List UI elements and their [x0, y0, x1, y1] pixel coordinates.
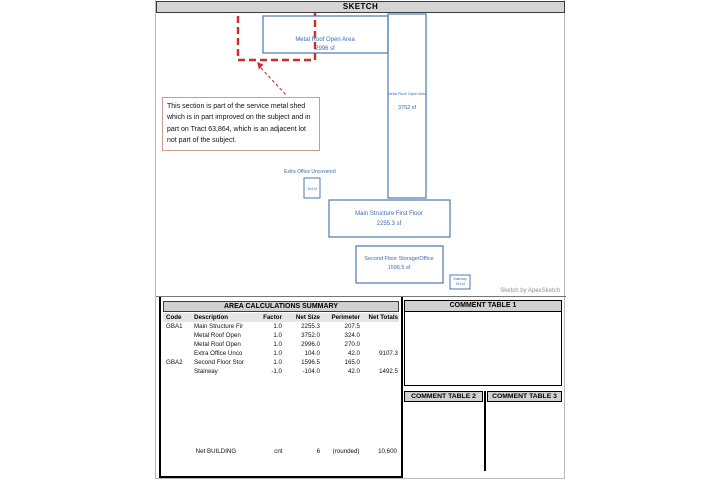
comment-table-1-header: COMMENT TABLE 1 [405, 301, 561, 312]
col-header-factor: Factor [263, 314, 282, 321]
table-row: Extra Office Unco 1.0 104.0 42.0 9107.3 [194, 350, 398, 357]
annotation-leader-line [261, 68, 287, 96]
apexsketch-credit: Sketch by ApexSketch [500, 288, 560, 294]
area-label: Extra Office Uncovered [284, 169, 336, 175]
area-label: Main Structure First Floor [355, 211, 423, 217]
area-size: 3752 sf [397, 105, 417, 111]
area-label: Metal Roof Open Area [387, 91, 427, 96]
annotation-note: This section is part of the service metal shed which is in part improved on the subject and in part on Tract 63,864, which is an adjacent lot not part of the subject. [162, 97, 320, 151]
col-header-perimeter: Perimeter [331, 314, 360, 321]
comment-table-3-header: COMMENT TABLE 3 [487, 391, 562, 402]
area-label: Stairway [453, 277, 467, 281]
highlight-dashed-box [238, 9, 315, 60]
area-label: Metal Roof Open Area [295, 37, 355, 43]
comment-table-divider [484, 391, 486, 471]
net-building-count-label: cnt [274, 448, 283, 455]
area-size: 2996 sf [315, 46, 335, 52]
table-row: Stairway -1.0 -104.0 42.0 1492.5 [194, 368, 398, 375]
sketch-section-header: SKETCH [156, 1, 565, 13]
area-size: 104 sf [307, 187, 317, 191]
tables-section [156, 296, 566, 479]
table-row: GBA1 Main Structure Fir 1.0 2255.3 207.5 [166, 323, 360, 330]
col-header-net-totals: Net Totals [368, 314, 398, 321]
area-calculations-column-headers [163, 313, 399, 322]
comment-table-2-header: COMMENT TABLE 2 [404, 391, 483, 402]
main-structure-outline [329, 200, 450, 237]
col-header-code: Code [166, 314, 182, 321]
area-size: 1596.5 sf [387, 265, 411, 271]
area-calculations-table [159, 297, 403, 478]
table-row: Metal Roof Open 1.0 2996.0 270.0 [194, 341, 360, 348]
net-building-count: 6 [316, 448, 321, 455]
net-building-total: 10,600 [378, 448, 398, 455]
sketch-page [155, 0, 565, 479]
area-label: Second Floor Storage/Office [364, 256, 434, 262]
net-building-label: Net BUILDING [195, 448, 237, 455]
col-header-net-size: Net Size [295, 314, 320, 321]
comment-table-1 [404, 300, 562, 386]
net-building-rounded-label: (rounded) [332, 448, 360, 455]
area-size: 2255.3 sf [376, 221, 402, 227]
table-row: GBA2 Second Floor Stor 1.0 1596.5 165.0 [166, 359, 360, 366]
area-calculations-title: AREA CALCULATIONS SUMMARY [163, 301, 399, 312]
annotation-arrowhead-icon [257, 62, 264, 70]
table-row: Metal Roof Open 1.0 3752.0 324.0 [194, 332, 360, 339]
col-header-description: Description [194, 314, 229, 321]
net-building-total-row [165, 447, 397, 456]
area-size: 104 sf [455, 282, 465, 286]
